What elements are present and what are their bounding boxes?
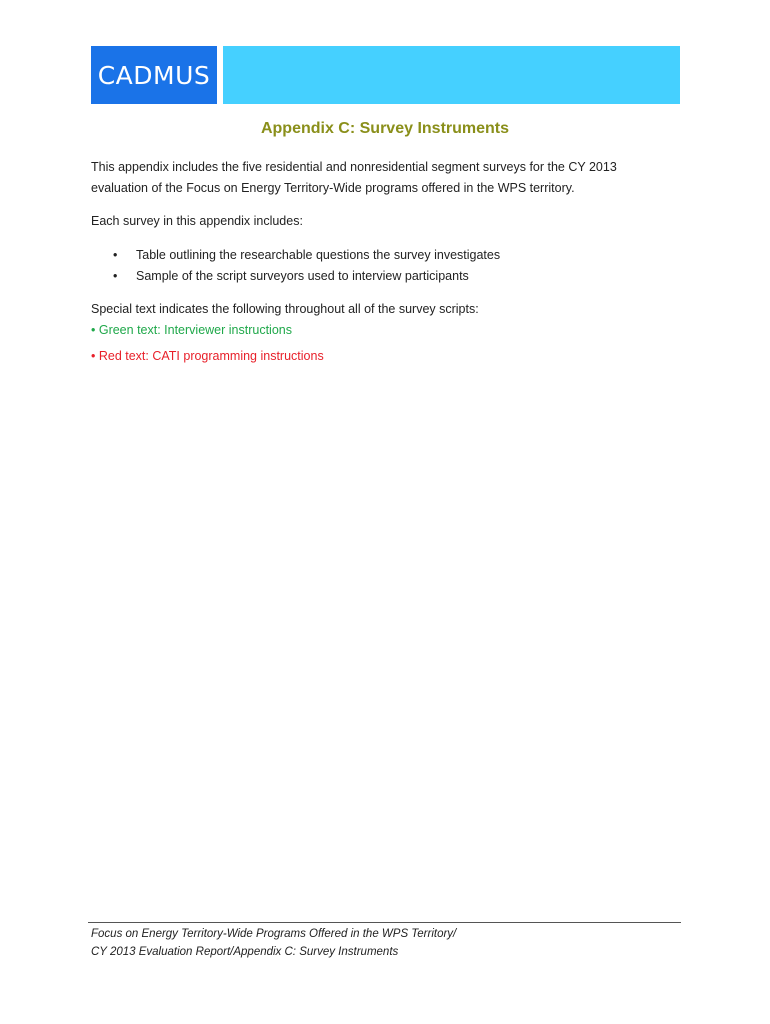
list-item-text: Sample of the script surveyors used to interview participants [136,269,469,283]
green-text-legend: • Green text: Interviewer instructions [91,323,292,337]
footer-line-1: Focus on Energy Territory-Wide Programs Offered in the WPS Territory/ [91,928,457,940]
header-banner [91,46,680,104]
list-item-text: Table outlining the researchable questions the survey investigates [136,248,501,262]
list-item [91,266,651,287]
page-footer [91,925,671,961]
footer-divider [88,922,681,923]
list-item [91,245,651,266]
special-text-paragraph: Special text indicates the following throughout all of the survey scripts: [91,302,479,316]
cadmus-logo [91,46,217,104]
each-survey-paragraph: Each survey in this appendix includes: [91,214,303,228]
footer-line-2: CY 2013 Evaluation Report/Appendix C: Survey Instruments [91,946,399,958]
bullet-marker: • [113,269,118,283]
logo-text: CADMUS [97,60,211,90]
red-text-legend: • Red text: CATI programming instructions [91,349,324,363]
intro-paragraph: This appendix includes the five residential and nonresidential segment surveys for the CY 2013 evaluation of the Focus on Energy Territory-Wide programs offered in the WPS territory. [91,160,617,195]
page-title: Appendix C: Survey Instruments [260,120,510,137]
bullet-marker: • [113,248,118,262]
survey-contents-list [91,245,651,287]
header-color-bar [223,46,680,104]
